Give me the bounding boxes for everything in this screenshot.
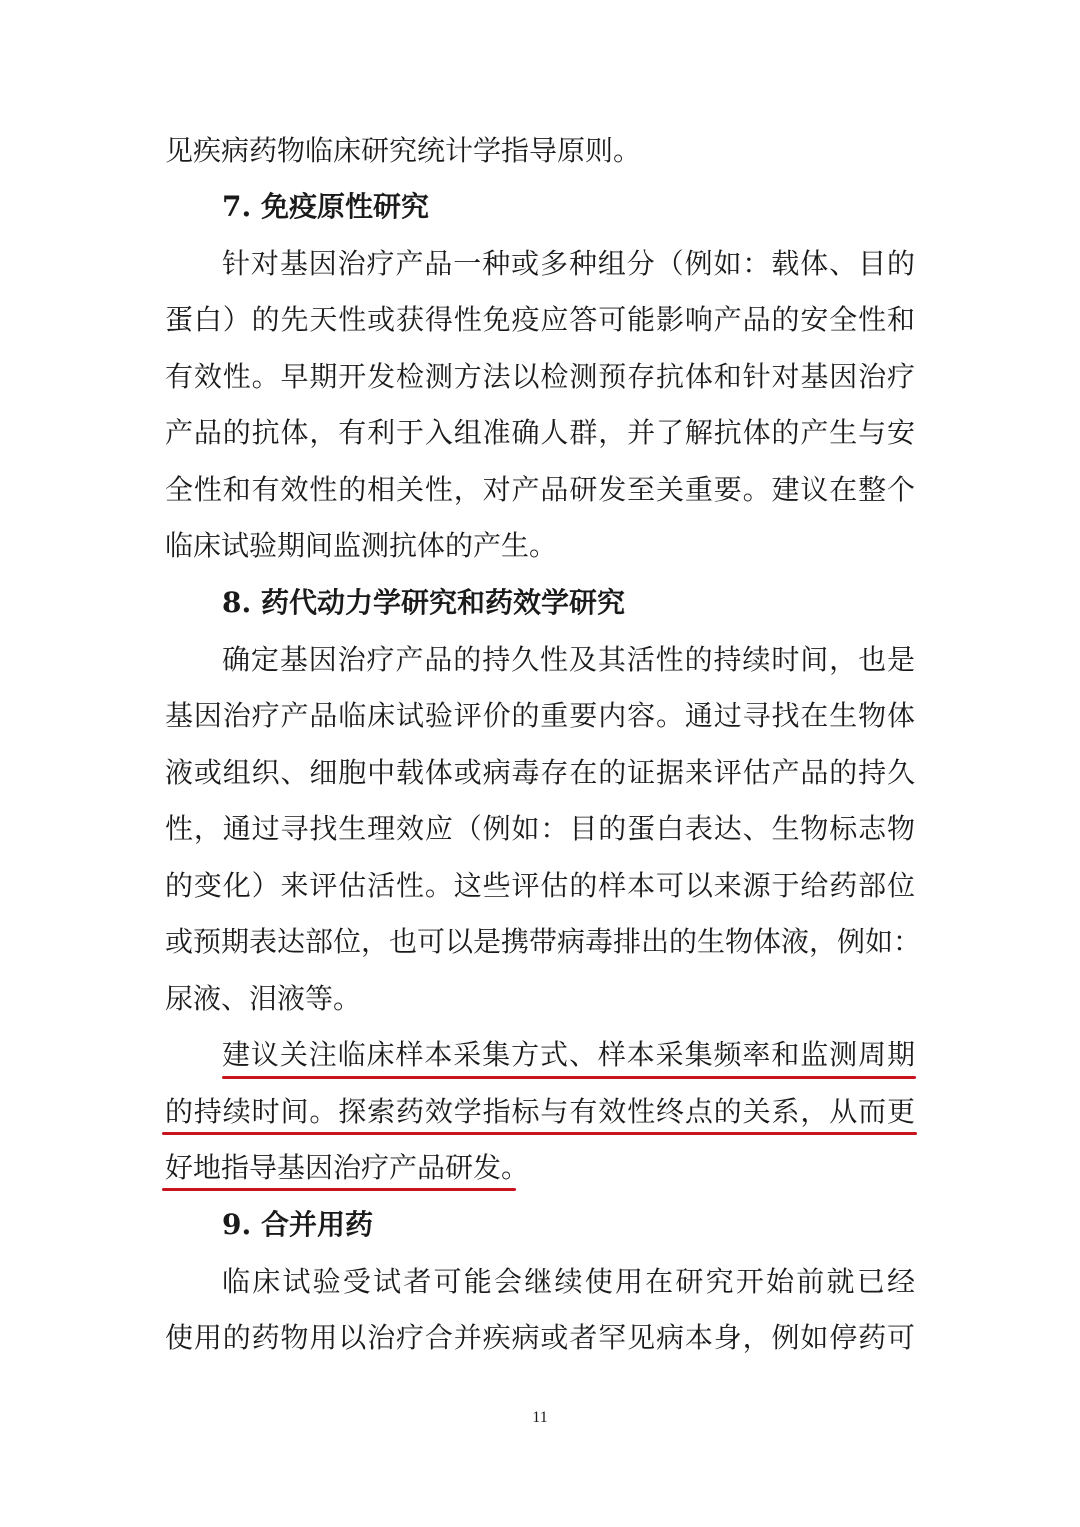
paragraph-line: 或预期表达部位，也可以是携带病毒排出的生物体液，例如： (165, 925, 922, 958)
section-heading-immunogenicity: 7. 免疫原性研究 (222, 190, 429, 223)
paragraph-line: 确定基因治疗产品的持久性及其活性的持续时间，也是 (222, 643, 915, 676)
red-underline-annotation (222, 1076, 916, 1079)
paragraph-line: 临床试验受试者可能会继续使用在研究开始前就已经 (222, 1265, 915, 1298)
page-number: 11 (532, 1409, 548, 1426)
paragraph-line: 临床试验期间监测抗体的产生。 (165, 529, 558, 562)
highlighted-paragraph-line: 的持续时间。探索药效学指标与有效性终点的关系，从而更 (165, 1095, 915, 1128)
paragraph-line: 性，通过寻找生理效应（例如：目的蛋白表达、生物标志物 (165, 812, 915, 845)
paragraph-line: 液或组织、细胞中载体或病毒存在的证据来评估产品的持久 (165, 756, 915, 789)
section-heading-concomitant-medication: 9. 合并用药 (222, 1208, 373, 1241)
highlighted-paragraph-line: 好地指导基因治疗产品研发。 (165, 1151, 530, 1184)
paragraph-line: 的变化）来评估活性。这些评估的样本可以来源于给药部位 (165, 869, 915, 902)
paragraph-line: 全性和有效性的相关性，对产品研发至关重要。建议在整个 (165, 473, 915, 506)
highlighted-paragraph-line: 建议关注临床样本采集方式、样本采集频率和监测周期 (222, 1038, 915, 1071)
paragraph-line: 针对基因治疗产品一种或多种组分（例如：载体、目的 (222, 247, 915, 280)
section-heading-pk-pd: 8. 药代动力学研究和药效学研究 (222, 586, 625, 619)
paragraph-line: 产品的抗体，有利于入组准确人群，并了解抗体的产生与安 (165, 416, 915, 449)
paragraph-line: 尿液、泪液等。 (165, 982, 362, 1015)
red-underline-annotation (162, 1188, 516, 1191)
paragraph-line: 基因治疗产品临床试验评价的重要内容。通过寻找在生物体 (165, 699, 915, 732)
paragraph-line: 蛋白）的先天性或获得性免疫应答可能影响产品的安全性和 (165, 303, 915, 336)
paragraph-line: 使用的药物用以治疗合并疾病或者罕见病本身，例如停药可 (165, 1321, 915, 1354)
paragraph-line: 见疾病药物临床研究统计学指导原则。 (165, 134, 642, 167)
paragraph-line: 有效性。早期开发检测方法以检测预存抗体和针对基因治疗 (165, 360, 915, 393)
red-underline-annotation (162, 1132, 917, 1135)
